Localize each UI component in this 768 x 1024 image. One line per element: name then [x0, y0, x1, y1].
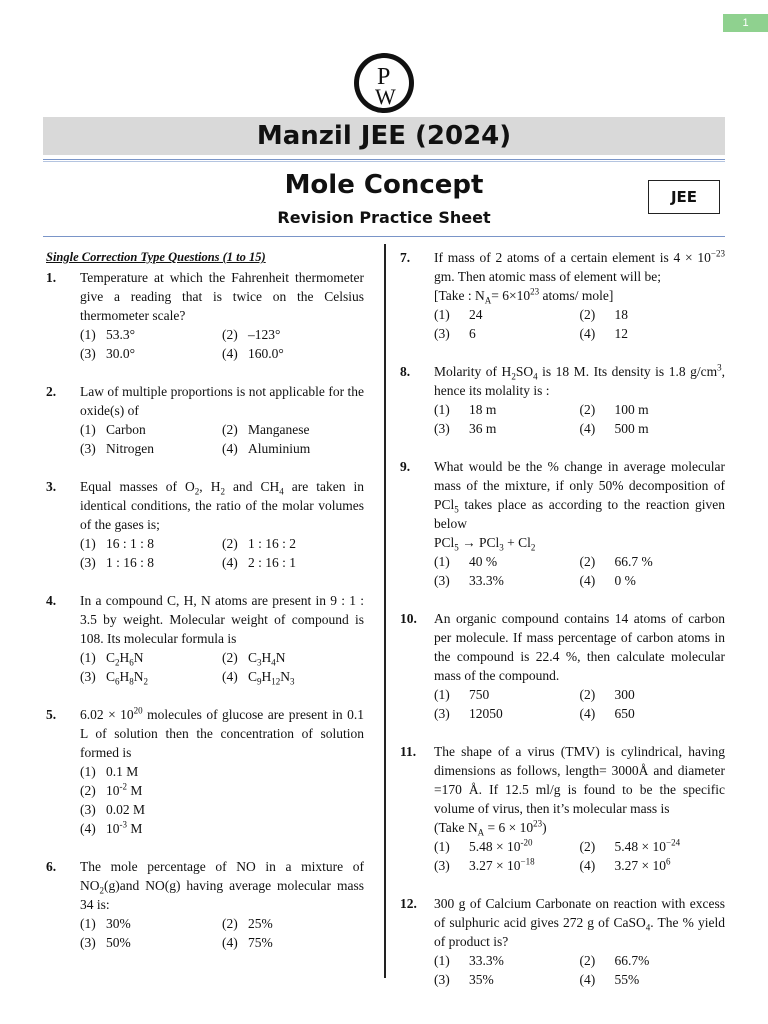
option: $C_3H_4N$ [248, 650, 286, 668]
option: 50% [106, 935, 131, 950]
right-column [400, 248, 725, 989]
option: 1 : 16 : 8 [106, 555, 155, 570]
option: 33.3% [469, 953, 504, 968]
option: $3.27 \times 10^6$ [614, 856, 671, 873]
option: 18 [614, 307, 628, 322]
question-11: 11. The shape of a virus (TMV) is cylindrical, having dimensions as follows, length= 3000Å and diameter =170 Å. If 12.5 ml/g is found to be the specific volume of virus, then it’s molecular mass is (Take $N_A = 6 \times 10^{23}$) (1) $5.48 \times 10^{-20}$ (2) $5.48 \times 10^{-24}$ (3) $3.27 \times 10^{-18}$ (4) $3.27 \times 10^6$ [400, 744, 725, 873]
option: 100 m [614, 402, 649, 417]
divider [43, 236, 725, 237]
option: Nitrogen [106, 441, 154, 456]
option: 36 m [469, 421, 497, 436]
option: 16 : 1 : 8 [106, 536, 155, 551]
option: $10^{-2}$ M [106, 781, 143, 798]
question-text: Molarity of $H_2SO_4$ is 18 M. Its density is 1.8 $g/cm^3$, hence its molality is : [434, 362, 725, 398]
option: 25% [248, 916, 273, 931]
option: Carbon [106, 422, 146, 437]
option: 18 m [469, 402, 497, 417]
page-number: 1 [723, 14, 768, 32]
option: 55% [614, 972, 640, 987]
question-6: 6. The mole percentage of NO in a mixture of $NO_2(g)and$ NO(g) having average molecular mass 34 is: (1) 30% (2) 25% (3) 50% (4) 75% [46, 859, 364, 950]
question-text: $6.02 \times 10^{20}$ molecules of glucose are present in 0.1 L of solution then the concentration of solution formed is [80, 705, 364, 760]
option: 160.0° [248, 346, 284, 361]
svg-text:W: W [375, 84, 396, 109]
option: 12 [614, 326, 628, 341]
sheet-subtitle: Revision Practice Sheet [277, 208, 491, 227]
page-title: Manzil JEE (2024) [256, 121, 512, 151]
pw-logo [353, 52, 415, 114]
question-text: An organic compound contains 14 atoms of carbon per molecule. If mass percentage of carbon atoms in the compound is 22.4 %, then calculate molecular mass of the compound. [434, 611, 725, 683]
option: $5.48 \times 10^{-20}$ [469, 837, 533, 854]
option: $3.27 \times 10^{-18}$ [469, 856, 535, 873]
option: 0 % [614, 573, 636, 588]
question-text: The shape of a virus (TMV) is cylindrical, having dimensions as follows, length= 3000Å and diameter =170 Å. If 12.5 ml/g is found to be the specific volume of virus, then it’s molecular mass is (Take $N_A = 6 \times 10^{23}$) [434, 744, 725, 838]
option: 650 [614, 706, 635, 721]
option: 53.3° [106, 327, 136, 342]
svg-text:P: P [377, 64, 391, 90]
option: 30% [106, 916, 131, 931]
option: 35% [469, 972, 494, 987]
option: 40 % [469, 554, 498, 569]
question-8: 8. Molarity of $H_2SO_4$ is 18 M. Its density is 1.8 $g/cm^3$, hence its molality is : (1) 18 m (2) 100 m (3) 36 m (4) 500 m [400, 362, 725, 436]
question-4: 4. In a compound C, H, N atoms are present in 9 : 1 : 3.5 by weight. Molecular weight of compound is 108. Its molecular formula is (1) $C_2H_6N$ (2) $C_3H_4N$ (3) $C_6H_8N_2$ (4) $C_9H_{12}N_3$ [46, 593, 364, 687]
option: 500 m [614, 421, 649, 436]
option: 6 [469, 326, 476, 341]
question-7: 7. If mass of 2 atoms of a certain element is $4 \times 10^{-23}$ gm. Then atomic mass of element will be; [Take : $N_A= 6\times 10^{23}$ atoms/ mole] (1) 24 (2) 18 (3) 6 (4) 12 [400, 248, 725, 341]
option: 12050 [469, 706, 503, 721]
topic-title: Mole Concept [284, 170, 484, 200]
question-1: 1. Temperature at which the Fahrenheit thermometer give a reading that is twice on the Celsius thermometer scale? (1) 53.3° (2) –123° (3) 30.0° (4) 160.0° [46, 270, 364, 361]
section-heading: Single Correction Type Questions (1 to 15) [46, 250, 266, 264]
option: 750 [469, 687, 490, 702]
question-12: 12. 300 g of Calcium Carbonate on reaction with excess of sulphuric acid gives 272 g of CaSO$_4$. The % yield of product is? (1) 33.3% (2) 66.7% (3) 35% (4) 55% [400, 896, 726, 987]
option: 33.3% [469, 573, 504, 588]
question-5: 5. $6.02 \times 10^{20}$ molecules of glucose are present in 0.1 L of solution then the concentration of solution formed is (1) 0.1 M (2) $10^{-2}$ M (3) 0.02 M (4) $10^{-3}$ M [46, 705, 364, 836]
option: 66.7% [614, 953, 650, 968]
question-2: 2. Law of multiple proportions is not applicable for the oxide(s) of (1) Carbon (2) Manganese (3) Nitrogen (4) Aluminium [46, 384, 364, 456]
question-text: 300 g of Calcium Carbonate on reaction with excess of sulphuric acid gives 272 g of CaSO$_4$. The % yield of product is? [434, 896, 726, 949]
question-text: What would be the % change in average molecular mass of the mixture, if only 50% decomposition of PCl$_5$ takes place as according to the reaction given below $PCl_5 \to PCl_3 + Cl_2$ [434, 459, 725, 553]
divider [43, 161, 725, 162]
option: 1 : 16 : 2 [248, 536, 297, 551]
option: Manganese [248, 422, 310, 437]
option: $C_9H_{12}N_3$ [248, 669, 295, 687]
divider [43, 159, 725, 160]
option: 0.02 M [106, 802, 146, 817]
option: 24 [469, 307, 483, 322]
question-text: If mass of 2 atoms of a certain element is $4 \times 10^{-23}$ gm. Then atomic mass of element will be; [Take : $N_A= 6\times 10^{23}$ atoms/ mole] [434, 248, 725, 306]
option: 300 [614, 687, 635, 702]
column-divider [384, 244, 386, 978]
option: 30.0° [106, 346, 136, 361]
exam-badge: JEE [648, 180, 720, 214]
option: 0.1 M [106, 764, 139, 779]
left-column [46, 248, 364, 952]
question-3: 3. Equal masses of $O_2$, $H_2$ and $CH_4$ are taken in identical conditions, the ratio of the molar volumes of the gases is; (1) 16 : 1 : 8 (2) 1 : 16 : 2 (3) 1 : 16 : 8 (4) 2 : 16 : 1 [46, 479, 365, 570]
option: $5.48 \times 10^{-24}$ [614, 837, 681, 854]
question-text: The mole percentage of NO in a mixture of $NO_2(g)and$ NO(g) having average molecular mass 34 is: [80, 859, 364, 912]
question-9: 9. What would be the % change in average molecular mass of the mixture, if only 50% decomposition of PCl$_5$ takes place as according to the reaction given below $PCl_5 \to PCl_3 + Cl_2$ (1) 40 % (2) 66.7 % (3) 33.3% (4) 0 % [400, 459, 725, 588]
question-text: Temperature at which the Fahrenheit thermometer give a reading that is twice on the Celsius thermometer scale? [80, 270, 364, 323]
option: –123° [248, 327, 281, 342]
option: Aluminium [248, 441, 311, 456]
option: 75% [248, 935, 273, 950]
option: 66.7 % [614, 554, 653, 569]
option: $10^{-3}$ M [106, 819, 143, 836]
option: $C_6H_8N_2$ [106, 669, 149, 687]
option: 2 : 16 : 1 [248, 555, 297, 570]
question-text: Equal masses of $O_2$, $H_2$ and $CH_4$ are taken in identical conditions, the ratio of the molar volumes of the gases is; [80, 479, 365, 532]
option: $C_2H_6N$ [106, 650, 144, 668]
question-text: In a compound C, H, N atoms are present in 9 : 1 : 3.5 by weight. Molecular weight of compound is 108. Its molecular formula is [80, 593, 364, 646]
question-10: 10. An organic compound contains 14 atoms of carbon per molecule. If mass percentage of carbon atoms in the compound is 22.4 %, then calculate molecular mass of the compound. (1) 750 (2) 300 (3) 12050 (4) 650 [400, 611, 725, 721]
question-text: Law of multiple proportions is not applicable for the oxide(s) of [80, 384, 364, 418]
